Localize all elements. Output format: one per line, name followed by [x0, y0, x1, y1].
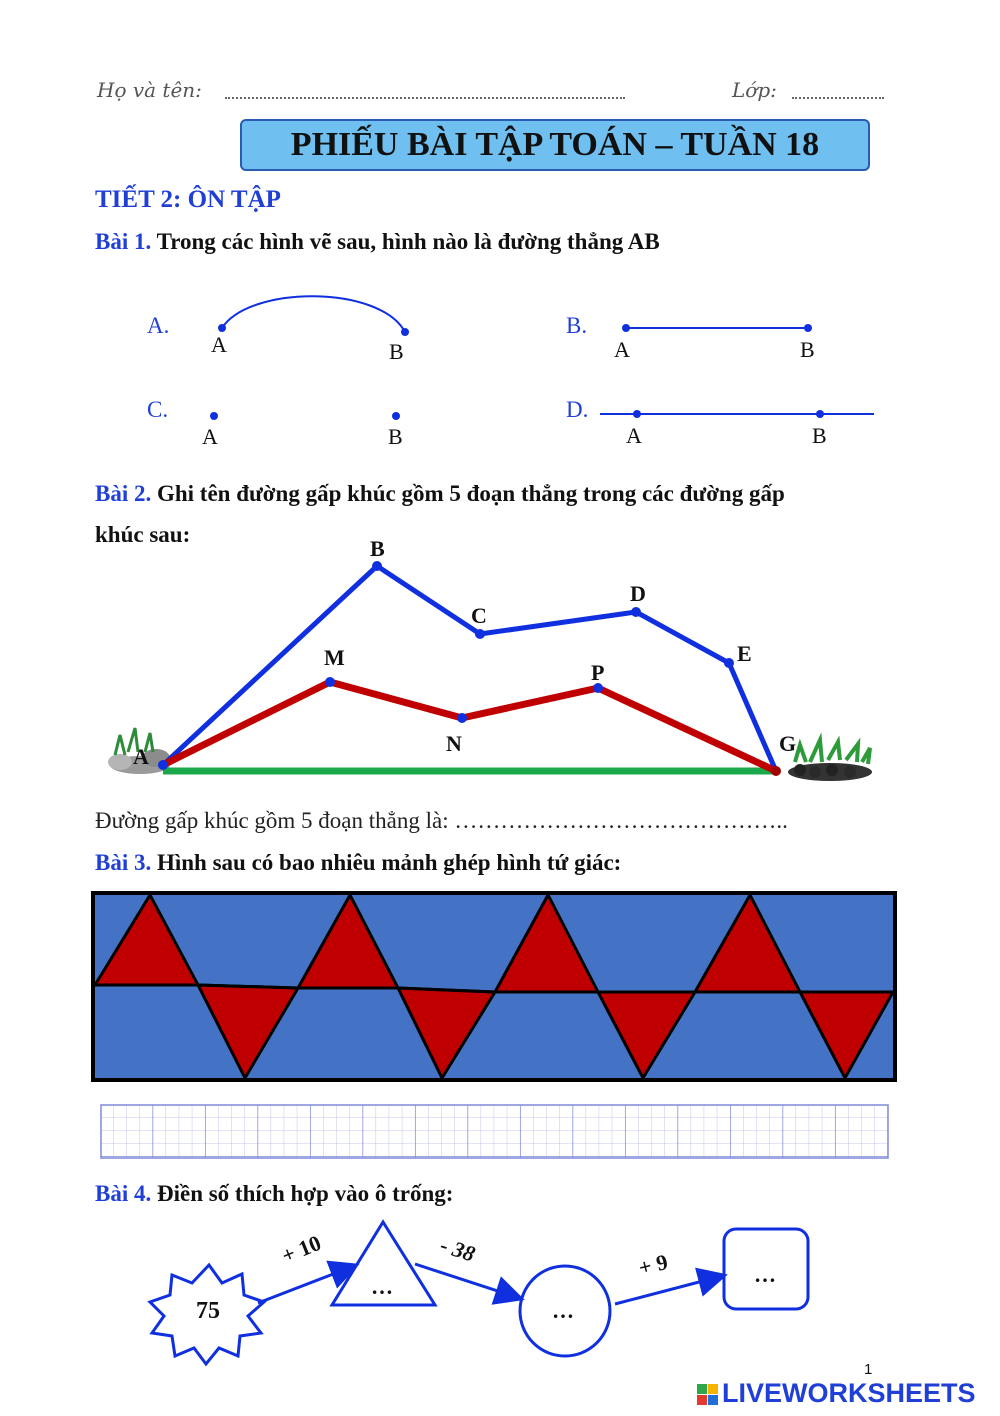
start-value: 75	[196, 1298, 220, 1324]
label-m: M	[324, 645, 345, 670]
label-g: G	[779, 731, 797, 756]
option-c-letter[interactable]: C.	[147, 397, 169, 422]
option-c-label-b: B	[388, 424, 403, 449]
blank-circle[interactable]: …	[552, 1298, 574, 1323]
op1-label: + 10	[278, 1229, 325, 1269]
page-number: 1	[864, 1361, 873, 1378]
liveworksheets-logo-icon	[697, 1384, 719, 1406]
option-d-letter[interactable]: D.	[566, 397, 589, 422]
bai2-text: Ghi tên đường gấp khúc gồm 5 đoạn thẳng trong các đường gấp	[156, 481, 785, 506]
option-c-label-a: A	[202, 424, 218, 449]
bai1-label: Bài 1.	[95, 229, 152, 254]
option-b-letter[interactable]: B.	[566, 313, 588, 338]
bai2-label: Bài 2.	[95, 481, 152, 506]
label-d: D	[630, 581, 646, 606]
option-d-label-b: B	[812, 423, 827, 448]
page-title: PHIẾU BÀI TẬP TOÁN – TUẦN 18	[290, 126, 820, 163]
bai1-text: Trong các hình vẽ sau, hình nào là đường thẳng AB	[156, 229, 660, 254]
option-b-label-a: A	[614, 337, 630, 362]
label-e: E	[737, 641, 752, 666]
section-heading: TIẾT 2: ÔN TẬP	[95, 186, 281, 213]
label-b: B	[370, 536, 385, 561]
bai2-answer-line[interactable]: Đường gấp khúc gồm 5 đoạn thẳng là: ……………………………………..	[95, 808, 788, 833]
bai4-text: Điền số thích hợp vào ô trống:	[156, 1181, 454, 1206]
op3-label: + 9	[636, 1248, 671, 1281]
option-a-label-b: B	[389, 339, 404, 364]
op2-label: - 38	[437, 1232, 479, 1267]
blank-triangle[interactable]: …	[371, 1274, 393, 1299]
arrow-3	[615, 1276, 722, 1304]
class-label: Lớp:	[732, 78, 777, 102]
bai3-text: Hình sau có bao nhiêu mảnh ghép hình tứ giác:	[156, 850, 622, 875]
option-d-label-a: A	[626, 423, 642, 448]
bai2-text-line2: khúc sau:	[95, 522, 191, 547]
option-b-label-b: B	[800, 337, 815, 362]
label-n: N	[446, 731, 462, 756]
blank-square[interactable]: …	[754, 1262, 776, 1287]
brand-name: LIVEWORKSHEETS	[722, 1378, 976, 1408]
label-c: C	[471, 603, 487, 628]
label-p: P	[591, 660, 605, 685]
option-a-letter[interactable]: A.	[147, 313, 170, 338]
option-a-label-a: A	[211, 332, 227, 357]
label-a: A	[133, 744, 149, 769]
bai4-label: Bài 4.	[95, 1181, 152, 1206]
name-label: Họ và tên:	[97, 78, 202, 102]
arrow-2	[415, 1264, 519, 1298]
bai3-label: Bài 3.	[95, 850, 152, 875]
